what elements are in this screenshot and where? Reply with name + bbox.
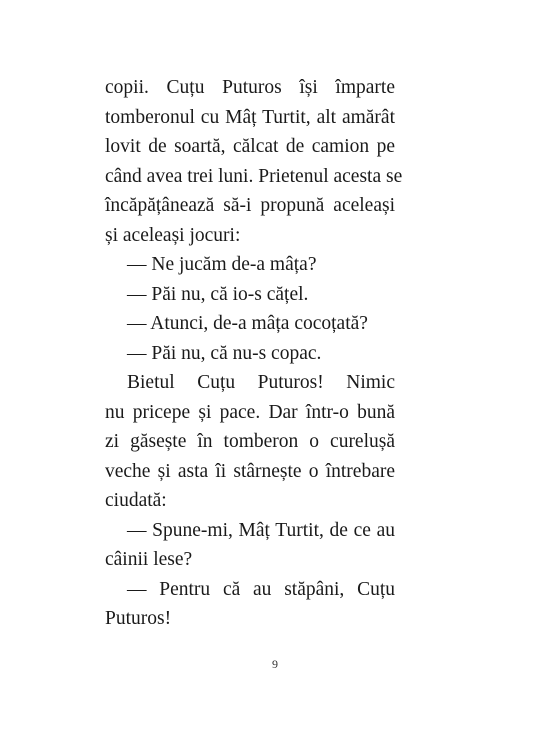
text-line: veche și asta îi stârnește o întrebare [105,460,395,482]
text-line: nu pricepe și pace. Dar într-o bună [105,401,395,423]
text-line: copii. Cuțu Puturos își împarte [105,77,395,98]
dialogue-line: — Pentru că au stăpâni, Cuțu [127,578,395,600]
text-line: Puturos! [105,608,172,629]
text-line: încăpățânează să-i propună aceleași [105,195,395,216]
dialogue-line: — Păi nu, că io-s cățel. [127,283,309,305]
text-line: ciudată: [105,490,167,511]
text-line: când avea trei luni. Prietenul acesta se [105,165,403,187]
body-text [105,73,403,634]
dialogue-line: — Atunci, de-a mâța cocoțată? [127,313,368,334]
dialogue-line: — Păi nu, că nu-s copac. [127,342,322,364]
text-line: lovit de soartă, călcat de camion pe [105,136,395,157]
paragraph-start-line: Bietul Cuțu Puturos! Nimic [127,372,395,393]
dialogue-line: — Spune-mi, Mâț Turtit, de ce au [127,519,395,541]
text-line: tomberonul cu Mâț Turtit, alt amărât [105,106,395,128]
text-line: câinii lese? [105,549,193,570]
text-line: și aceleași jocuri: [105,224,241,246]
page-number: 9 [272,657,278,671]
text-line: zi găsește în tomberon o curelușă [105,431,395,452]
dialogue-line: — Ne jucăm de-a mâța? [127,254,317,275]
